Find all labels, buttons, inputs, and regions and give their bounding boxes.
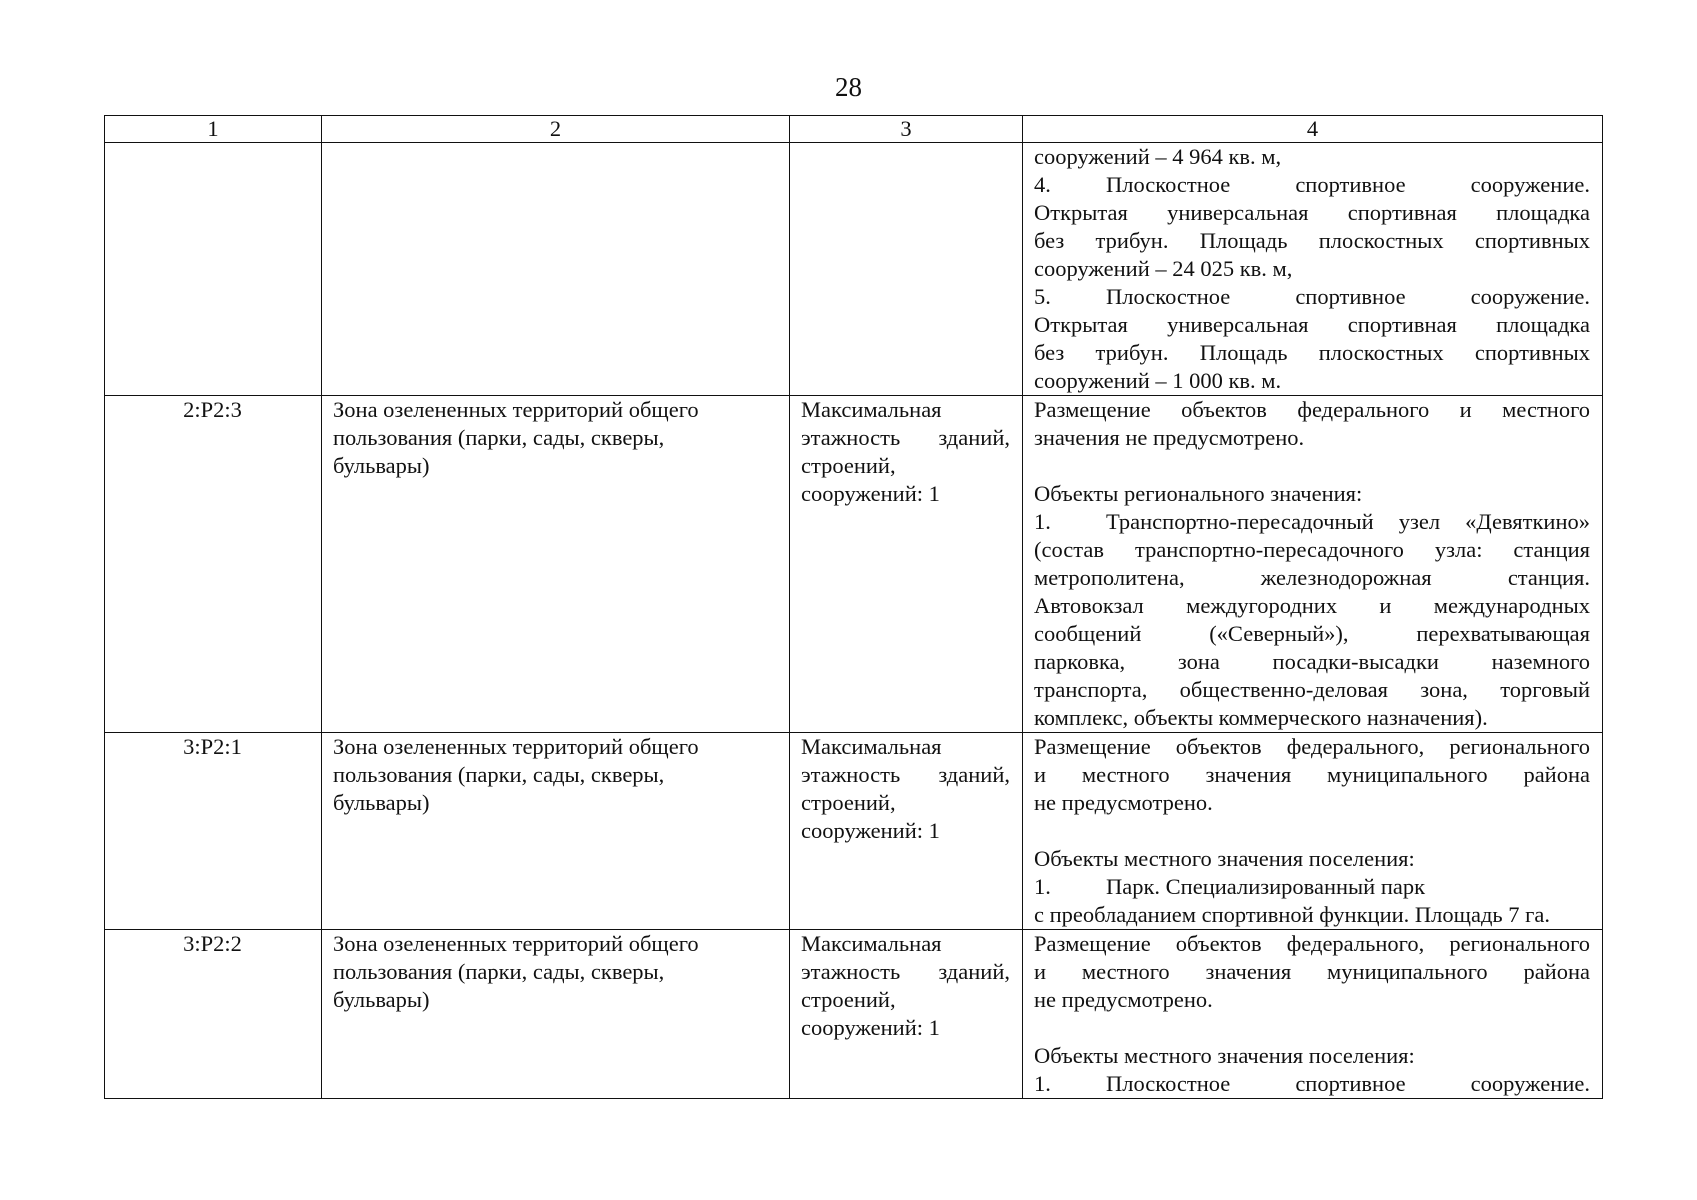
line-text: сообщений («Северный»), перехватывающая — [1034, 621, 1590, 646]
line-text: не предусмотрено. — [1034, 790, 1213, 815]
zones-table — [104, 115, 1603, 1099]
line-text: без трибун. Площадь плоскостных спортивных — [1034, 228, 1590, 253]
zone-name-cell — [322, 930, 790, 1099]
text-line — [1034, 536, 1590, 564]
line-text: парковка, зона посадки-высадки наземного — [1034, 649, 1590, 674]
line-text: Открытая универсальная спортивная площадка — [1034, 200, 1590, 225]
zone-name-line: Зона озелененных территорий общего — [333, 931, 699, 956]
line-text: Объекты местного значения поселения: — [1034, 846, 1415, 871]
line-text: сооружений: 1 — [801, 1015, 940, 1040]
line-text: Максимальная — [801, 931, 942, 956]
text-line — [1034, 283, 1590, 311]
line-text: сооружений – 1 000 кв. м. — [1034, 368, 1282, 393]
text-line — [1034, 620, 1590, 648]
line-text: этажность зданий, — [801, 959, 1010, 984]
line-text: Объекты регионального значения: — [1034, 481, 1363, 506]
text-line — [1034, 592, 1590, 620]
text-line — [1034, 564, 1590, 592]
line-text: строений, — [801, 987, 896, 1012]
text-line — [1034, 958, 1590, 986]
text-line — [1034, 199, 1590, 227]
zone-objects-cell — [1023, 733, 1603, 930]
zone-code-cell: 2:Р2:3 — [105, 396, 322, 733]
zone-name-line: бульвары) — [333, 453, 430, 478]
text-line — [1034, 873, 1590, 901]
zone-name-line: пользования (парки, сады, скверы, — [333, 425, 665, 450]
item-number: 1. — [1034, 874, 1051, 899]
table-header-row — [105, 116, 1603, 143]
zone-limits-cell — [790, 143, 1023, 396]
paragraph-gap — [1034, 817, 1590, 845]
paragraph-gap — [1034, 1014, 1590, 1042]
text-line — [1034, 676, 1590, 704]
line-text: этажность зданий, — [801, 425, 1010, 450]
zone-name-line: пользования (парки, сады, скверы, — [333, 762, 665, 787]
line-text: сооружений – 4 964 кв. м, — [1034, 144, 1282, 169]
line-text: значения не предусмотрено. — [1034, 425, 1305, 450]
text-line — [1034, 1070, 1590, 1098]
zone-code-cell — [105, 143, 322, 396]
zone-objects-cell — [1023, 143, 1603, 396]
item-number: 4. — [1034, 172, 1051, 197]
zone-limits-cell — [790, 396, 1023, 733]
line-text: комплекс, объекты коммерческого назначения). — [1034, 705, 1488, 730]
paragraph-gap — [1034, 452, 1590, 480]
line-text: (состав транспортно-пересадочного узла: станция — [1034, 537, 1590, 562]
text-line — [1034, 648, 1590, 676]
line-text: сооружений: 1 — [801, 818, 940, 843]
item-number: 1. — [1034, 1071, 1051, 1096]
page-number: 28 — [835, 72, 862, 102]
table-row — [105, 143, 1603, 396]
column-header: 2 — [322, 116, 790, 143]
text-line — [801, 761, 1010, 789]
column-header: 4 — [1023, 116, 1603, 143]
line-text: и местного значения муниципального района — [1034, 959, 1590, 984]
line-text: сооружений: 1 — [801, 481, 940, 506]
zone-name-cell — [322, 143, 790, 396]
text-line — [1034, 396, 1590, 424]
text-line — [1034, 339, 1590, 367]
line-text: Транспортно-пересадочный узел «Девяткино» — [1106, 509, 1590, 534]
item-number: 1. — [1034, 509, 1051, 534]
line-text: не предусмотрено. — [1034, 987, 1213, 1012]
line-text: Плоскостное спортивное сооружение. — [1106, 284, 1590, 309]
line-text: Максимальная — [801, 734, 942, 759]
text-line — [1034, 480, 1590, 508]
text-line — [801, 1014, 1010, 1042]
line-text: Максимальная — [801, 397, 942, 422]
text-line — [1034, 845, 1590, 873]
text-line — [801, 452, 1010, 480]
text-line — [1034, 311, 1590, 339]
table-row — [105, 930, 1603, 1099]
text-line — [801, 986, 1010, 1014]
table-row — [105, 396, 1603, 733]
text-line — [1034, 255, 1590, 283]
line-text: Плоскостное спортивное сооружение. — [1106, 1071, 1590, 1096]
line-text: этажность зданий, — [801, 762, 1010, 787]
line-text: метрополитена, железнодорожная станция. — [1034, 565, 1590, 590]
zone-name-line: пользования (парки, сады, скверы, — [333, 959, 665, 984]
text-line — [801, 733, 1010, 761]
text-line — [801, 817, 1010, 845]
line-text: Объекты местного значения поселения: — [1034, 1043, 1415, 1068]
text-line — [1034, 227, 1590, 255]
line-text: Размещение объектов федерального и местного — [1034, 397, 1590, 422]
column-header: 1 — [105, 116, 322, 143]
text-line — [1034, 424, 1590, 452]
text-line — [801, 424, 1010, 452]
text-line — [1034, 901, 1590, 929]
text-line — [1034, 367, 1590, 395]
text-line — [1034, 508, 1590, 536]
line-text: Открытая универсальная спортивная площадка — [1034, 312, 1590, 337]
text-line — [1034, 986, 1590, 1014]
text-line — [1034, 704, 1590, 732]
text-line — [801, 480, 1010, 508]
line-text: транспорта, общественно-деловая зона, торговый — [1034, 677, 1590, 702]
zone-name-line: Зона озелененных территорий общего — [333, 397, 699, 422]
column-header: 3 — [790, 116, 1023, 143]
text-line — [801, 396, 1010, 424]
text-line — [1034, 930, 1590, 958]
text-line — [1034, 171, 1590, 199]
zone-limits-cell — [790, 930, 1023, 1099]
zone-name-line: бульвары) — [333, 987, 430, 1012]
line-text: и местного значения муниципального района — [1034, 762, 1590, 787]
zone-name-line: Зона озелененных территорий общего — [333, 734, 699, 759]
text-line — [801, 789, 1010, 817]
zone-name-cell — [322, 396, 790, 733]
zone-objects-cell — [1023, 930, 1603, 1099]
text-line — [801, 958, 1010, 986]
line-text: Автовокзал междугородних и международных — [1034, 593, 1590, 618]
text-line — [1034, 733, 1590, 761]
item-number: 5. — [1034, 284, 1051, 309]
line-text: Размещение объектов федерального, регионального — [1034, 734, 1590, 759]
text-line — [1034, 143, 1590, 171]
line-text: сооружений – 24 025 кв. м, — [1034, 256, 1293, 281]
text-line — [1034, 761, 1590, 789]
table-row — [105, 733, 1603, 930]
zone-limits-cell — [790, 733, 1023, 930]
line-text: строений, — [801, 790, 896, 815]
zone-name-cell — [322, 733, 790, 930]
line-text: Парк. Специализированный парк — [1106, 874, 1426, 899]
text-line — [1034, 1042, 1590, 1070]
line-text: Плоскостное спортивное сооружение. — [1106, 172, 1590, 197]
text-line — [1034, 789, 1590, 817]
line-text: с преобладанием спортивной функции. Площадь 7 га. — [1034, 902, 1550, 927]
zone-code-cell: 3:Р2:2 — [105, 930, 322, 1099]
line-text: Размещение объектов федерального, регионального — [1034, 931, 1590, 956]
line-text: без трибун. Площадь плоскостных спортивных — [1034, 340, 1590, 365]
text-line — [801, 930, 1010, 958]
zone-code-cell: 3:Р2:1 — [105, 733, 322, 930]
zone-name-line: бульвары) — [333, 790, 430, 815]
line-text: строений, — [801, 453, 896, 478]
zone-objects-cell — [1023, 396, 1603, 733]
